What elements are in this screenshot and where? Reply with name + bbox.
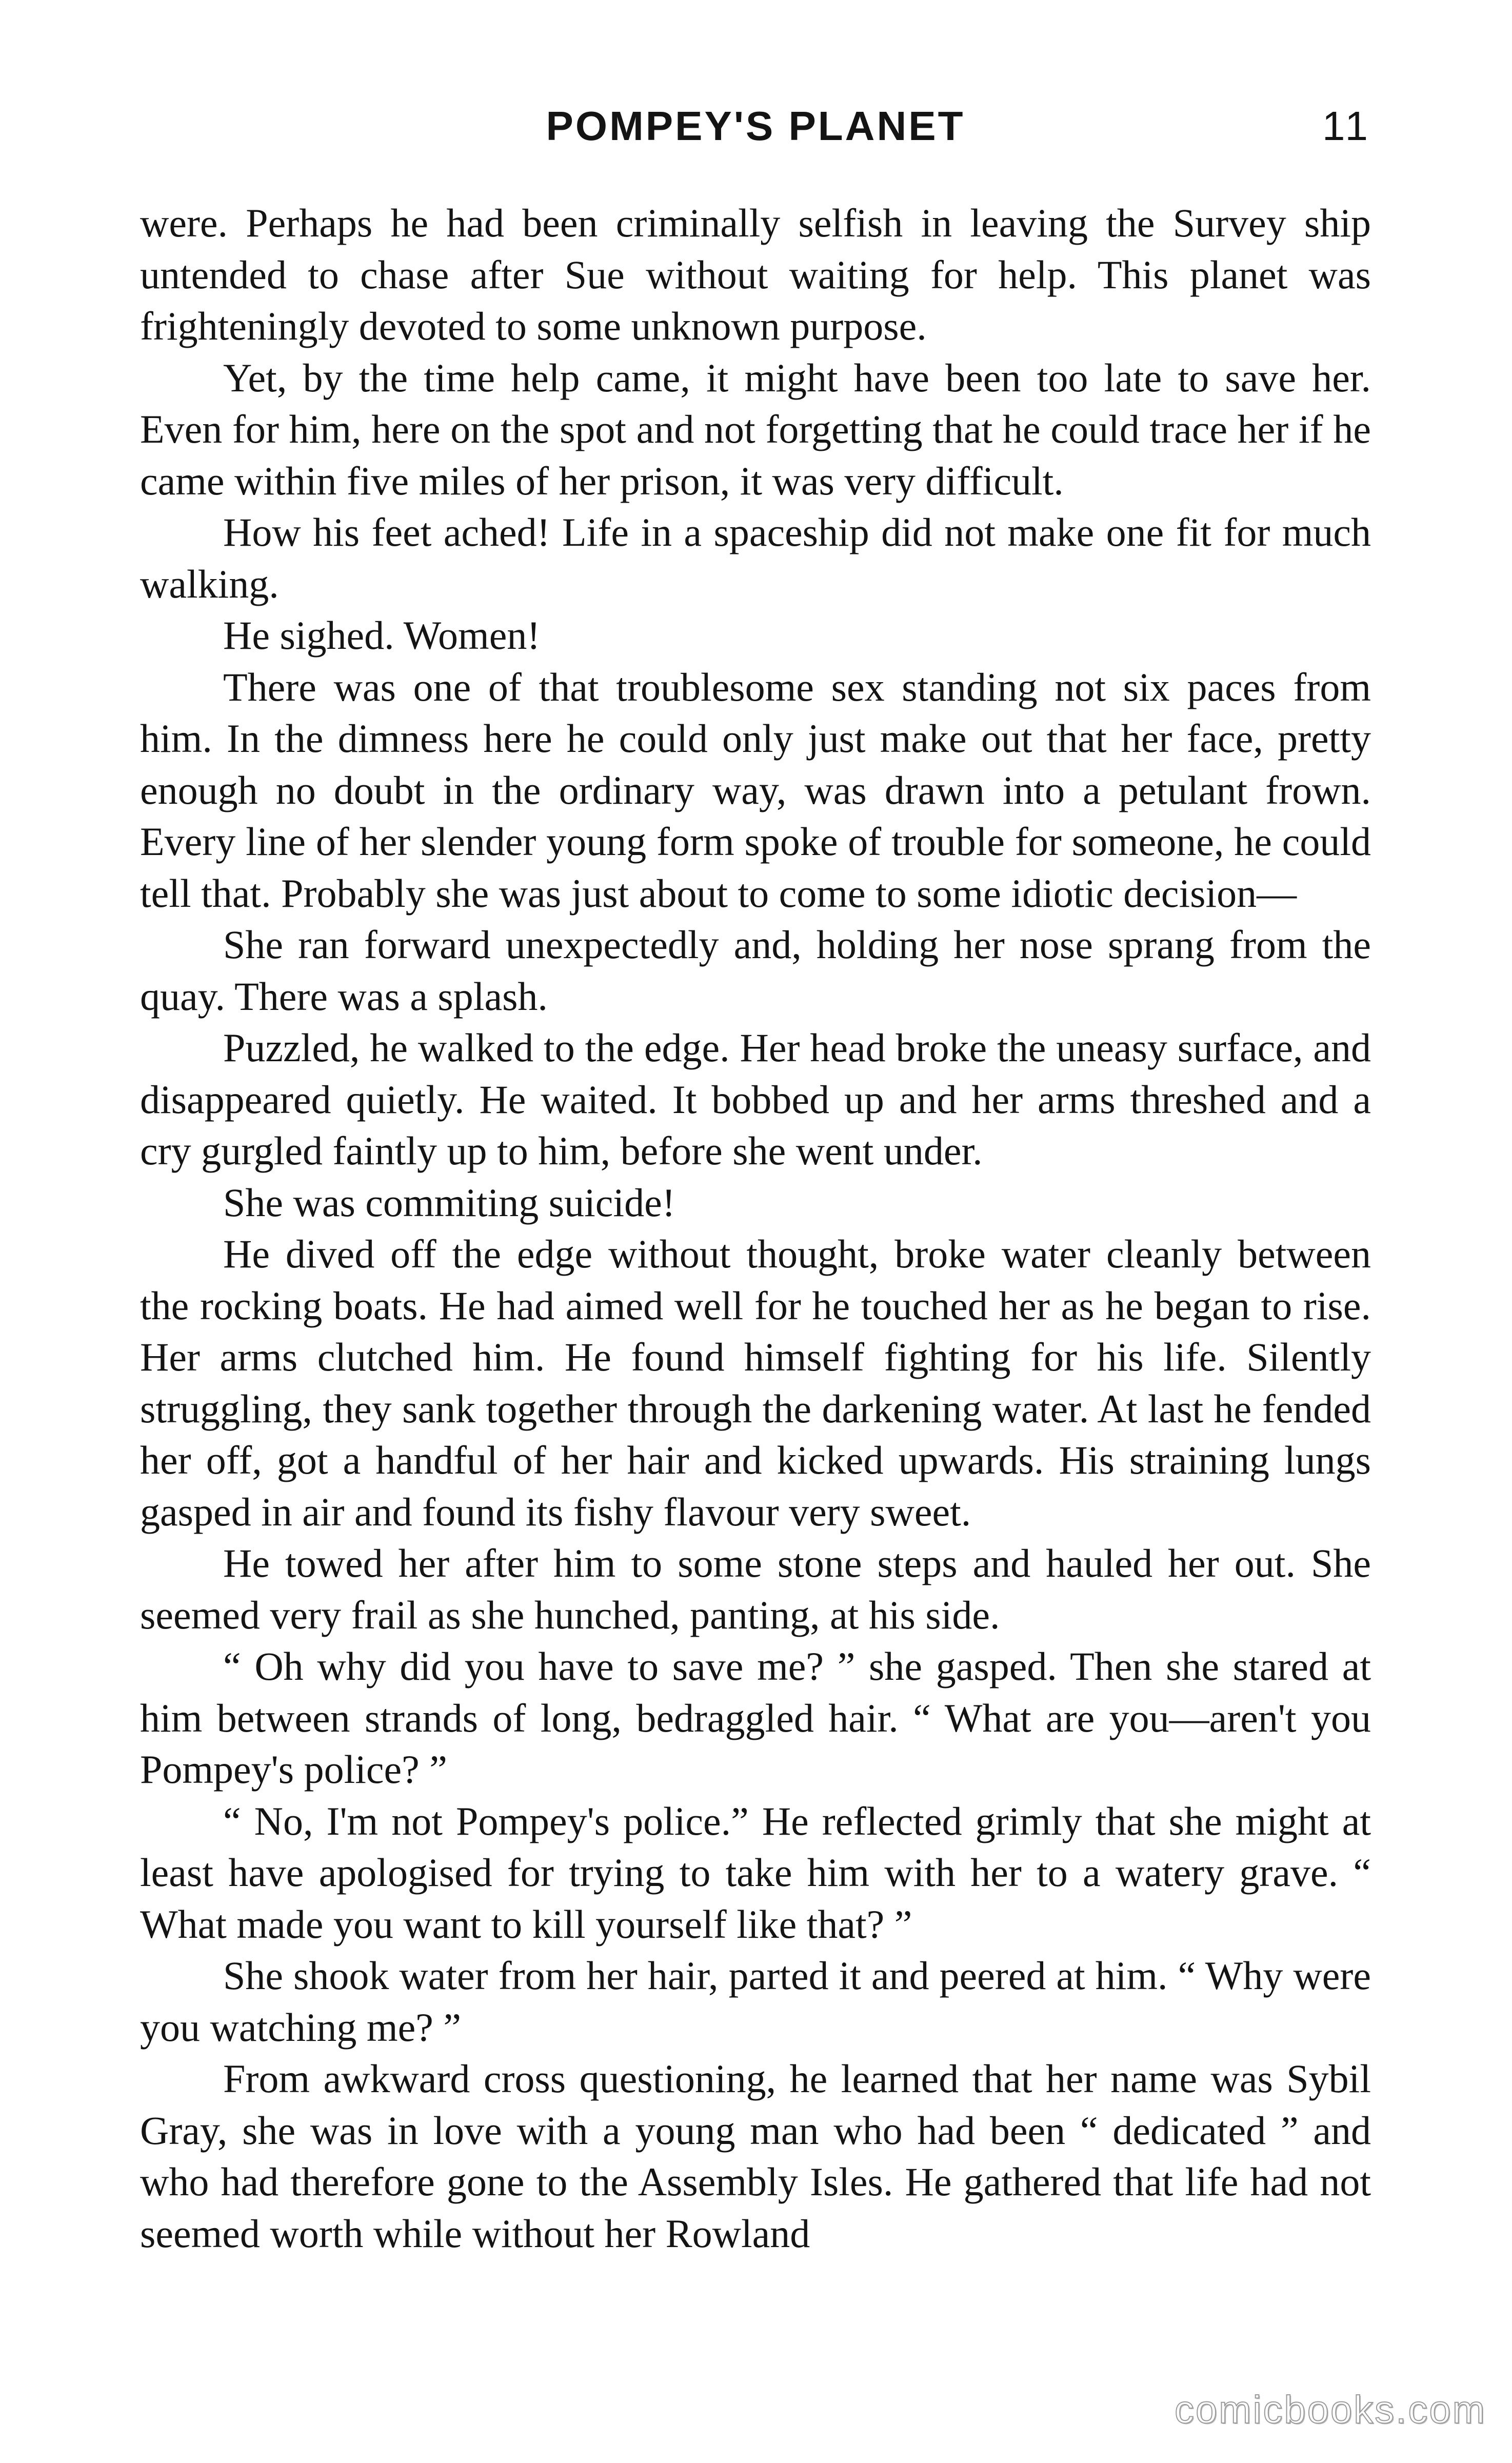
paragraph: She was commiting suicide! xyxy=(223,1180,675,1225)
watermark: comicbooks.com xyxy=(1175,2388,1486,2432)
paragraph: were. Perhaps he had been criminally selfish in leaving the Survey ship untended to chase after Sue without waiting for help. This planet was frighteningly devoted to some unknown purpose. xyxy=(140,201,1371,348)
running-title: POMPEY'S PLANET xyxy=(546,103,965,149)
paragraph: Yet, by the time help came, it might have been too late to save her. Even for him, here on the spot and not forgetting that he could trace her if he came within five miles of her prison, it was very difficult. xyxy=(140,355,1371,503)
body-text xyxy=(140,197,1371,2259)
paragraph: Puzzled, he walked to the edge. Her head broke the uneasy surface, and disappeared quietly. He waited. It bobbed up and her arms threshed and a cry gurgled faintly up to him, before she went under. xyxy=(140,1025,1371,1173)
paragraph: “ No, I'm not Pompey's police.” He reflected grimly that she might at least have apologised for trying to take him with her to a watery grave. “ What made you want to kill yourself like that? ” xyxy=(140,1798,1371,1946)
paragraph: He dived off the edge without thought, broke water cleanly between the rocking boats. He had aimed well for he touched her as he began to rise. Her arms clutched him. He found himself fighting for his life. Silently struggling, they sank together through the darkening water. At last he fended her off, got a handful of her hair and kicked upwards. His straining lungs gasped in air and found its fishy flavour very sweet. xyxy=(140,1232,1371,1534)
paragraph: From awkward cross questioning, he learned that her name was Sybil Gray, she was in love with a young man who had been “ dedicated ” and who had therefore gone to the Assembly Isles. He gathered that life had not seemed worth while without her Rowland xyxy=(140,2056,1371,2256)
paragraph: He sighed. Women! xyxy=(223,613,541,658)
paragraph: She shook water from her hair, parted it and peered at him. “ Why were you watching me? ” xyxy=(140,1953,1371,2050)
running-head xyxy=(140,103,1371,159)
paragraph: There was one of that troublesome sex standing not six paces from him. In the dimness here he could only just make out that her face, pretty enough no doubt in the ordinary way, was drawn into a petulant frown. Every line of her slender young form spoke of trouble for someone, he could tell that. Probably she was just about to come to some idiotic decision— xyxy=(140,664,1371,916)
paragraph: He towed her after him to some stone steps and hauled her out. She seemed very frail as she hunched, panting, at his side. xyxy=(140,1541,1371,1637)
paragraph: How his feet ached! Life in a spaceship did not make one fit for much walking. xyxy=(140,510,1371,606)
paragraph: “ Oh why did you have to save me? ” she gasped. Then she stared at him between strands of long, bedraggled hair. “ What are you—aren't you Pompey's police? ” xyxy=(140,1644,1371,1792)
paragraph: She ran forward unexpectedly and, holding her nose sprang from the quay. There was a splash. xyxy=(140,922,1371,1019)
page-number: 11 xyxy=(1322,103,1371,149)
